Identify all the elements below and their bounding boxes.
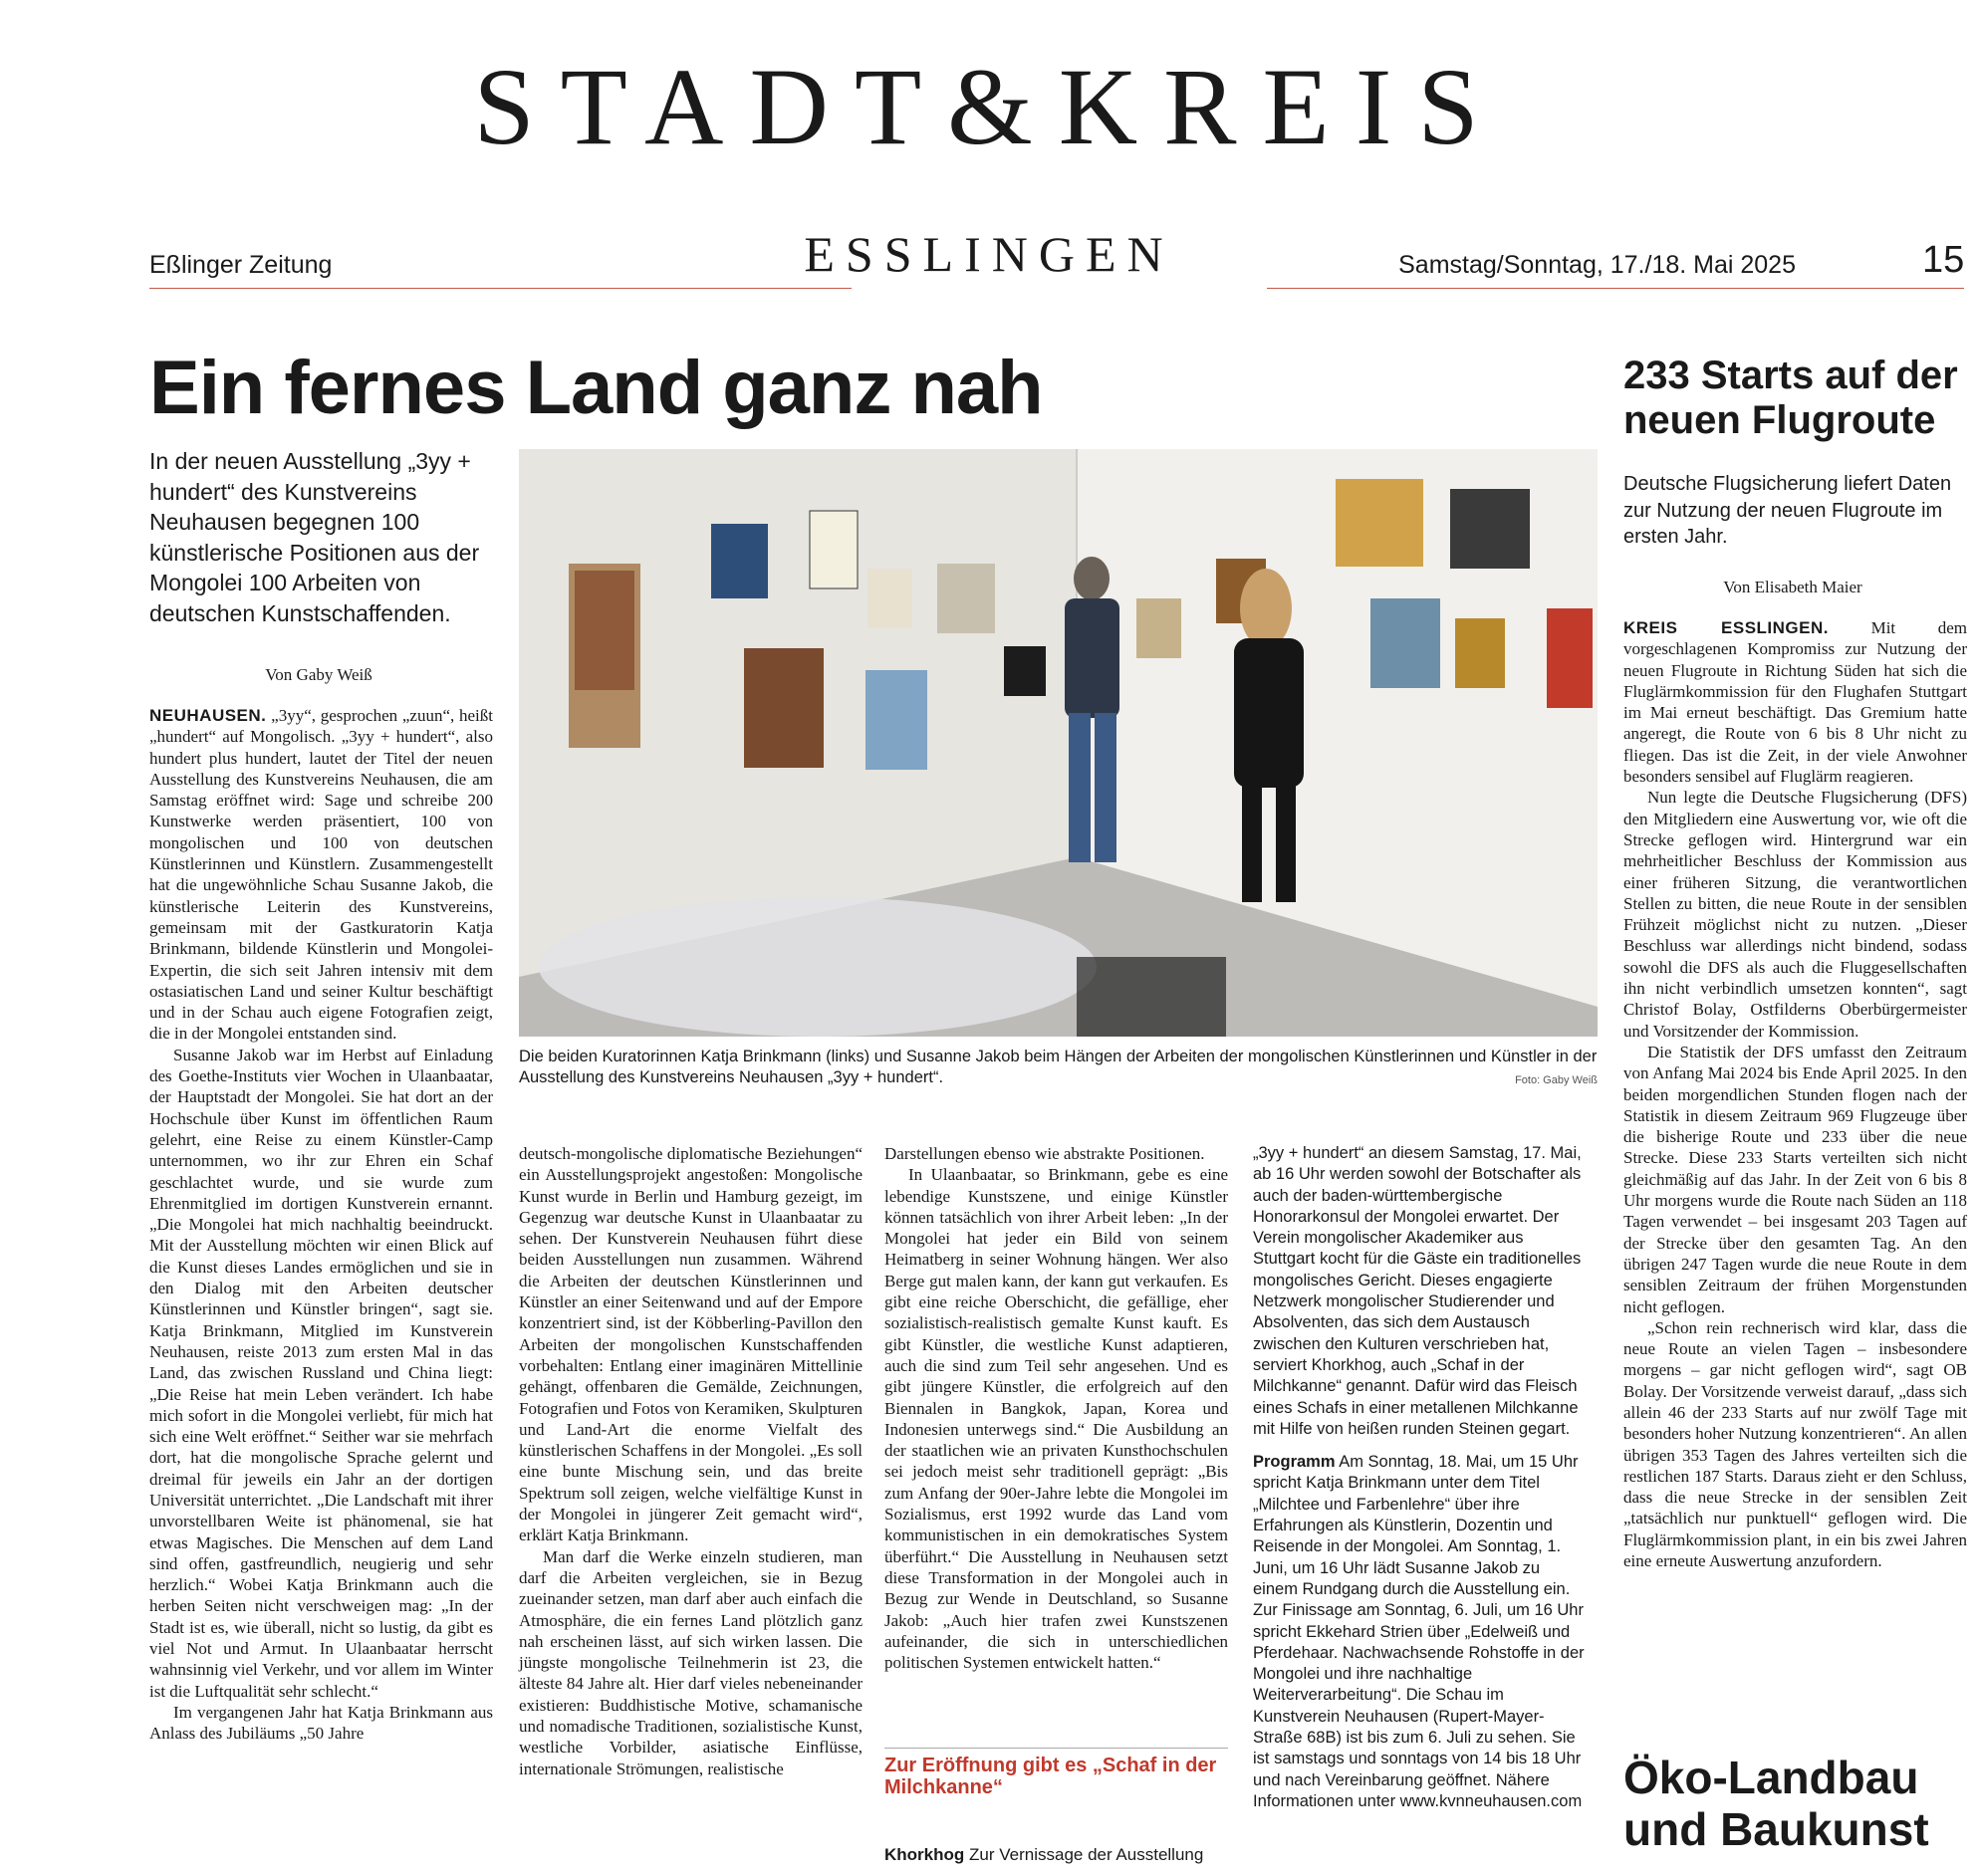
paragraph: „Schon rein rechnerisch wird klar, dass die neue Route an vielen Tagen – insbesondere morgens – gar nicht geflogen wird“, sagt OB Bolay. Der Vorsitzende verweist darauf, „dass sich allein 46 der 233 Starts auf nur zwölf Tage mit besonders hoher Nutzung konzentrieren“. An allen übrigen 353 Tagen des Jahres verteilten sich die restlichen 187 Starts. Daraus zieht er den Schluss, dass die neue Strecke in der sensiblen Zeit „tatsächlich nur punktuell“ geflogen wird. Die Fluglärmkommission plant, in ein bis zwei Jahren eine erneute Auswertung anzufordern.: [1623, 1317, 1967, 1571]
side-headline-2: Öko-Landbau und Baukunst: [1623, 1752, 1929, 1855]
paragraph: In Ulaanbaatar, so Brinkmann, gebe es eine lebendige Kunstszene, und einige Künstler können tatsächlich von ihrer Arbeit leben: „In der Mongolei hat jeder ein Bild von seinem Heimatberg in seiner Wohnung hängen. Wer also Berge gut malen kann, der kann gut verkaufen. Es gibt eine reiche Oberschicht, die gefällige, eher sozialistisch-realistisch gemalte Kunst kauft. Es gibt Künstler, die westliche Kunst adaptieren, auch die sind zum Teil sehr angesehen. Und es gibt jüngere Künstler, die erfolgreich auf den Biennalen in Bangkok, Japan, Korea und Indonesien unterwegs sind.“ Die Ausbildung an der staatlichen wie an privaten Kunsthochschulen sei jedoch meist sehr traditionell geprägt: „Bis zum Anfang der 90er-Jahre lebte die Mongolei im Sozialismus, erst 1992 wurde das Land vom kommunistischen in ein demokratisches System überführt.“ Die Ausstellung in Neuhausen setzt diese Transformation in der Mongolei auch in Bezug zur Wende in Deutschland, so Susanne Jakob: „Auch hier trafen zwei Kunstszenen aufeinander, die sich in unterschiedlichen politischen Systemen entwickelt hatten.“: [884, 1165, 1228, 1673]
paragraph: Die Statistik der DFS umfasst den Zeitraum von Anfang Mai 2024 bis Ende April 2025. In den beiden morgendlichen Stunden flogen nach der Statistik in diesem Zeitraum 969 Flugzeuge über die bisherige Route und 233 über die neue Strecke. Diese 233 Starts verteilten sich nicht gleichmäßig auf das Jahr. In der Zeit von 6 bis 8 Uhr morgens wurde die Route nach Süden an 118 Tagen verwendet – bei insgesamt 203 Tagen auf der Strecke über den gesamten Tag. An den übrigen 247 Tagen wurde die neue Route in dem sensiblen Zeitraum der frühen Morgenstunden nicht geflogen.: [1623, 1042, 1967, 1316]
side-dateline: KREIS ESSLINGEN.: [1623, 618, 1829, 637]
paragraph: Man darf die Werke einzeln studieren, man darf die Arbeiten vergleichen, sie in Bezug zueinander setzen, man darf aber auch einfach die Atmosphäre, die ein fernes Land plötzlich ganz nah erscheinen lässt, auf sich wirken lassen. Die jüngste mongolische Teilnehmerin ist 23, die älteste 84 Jahre alt. Hier darf vieles nebeneinander existieren: Buddhistische Motive, schamanische und nomadische Traditionen, sozialistische Kunst, westliche Vorbilder, asiatische Einflüsse, internationale Strömungen, realistische: [519, 1546, 863, 1778]
article-column-3: [884, 1143, 1228, 1673]
article-byline: Von Gaby Weiß: [265, 665, 372, 684]
side-byline: Von Elisabeth Maier: [1723, 578, 1862, 596]
article-column-1: [149, 705, 493, 1745]
paragraph-text: „3yy“, gesprochen „zuun“, heißt „hundert“ auf Mongolisch. „3yy + hundert“, also hundert plus hundert, lautet der Titel der neuen Ausstellung des Kunstvereins Neuhausen, die am Samstag eröffnet wird: Sage und schreibe 200 Kunstwerke werden präsentiert, 100 von mongolischen und 100 von deutschen Künstlerinnen und Künstlern. Zusammengestellt hat die ungewöhnliche Schau Susanne Jakob, die künstlerische Leiterin des Kunstvereins, gemeinsam mit der Gastkuratorin Katja Brinkmann, bildende Künstlerin und Mongolei-Expertin, die sich seit Jahren intensiv mit dem ostasiatischen Land und seiner Kultur beschäftigt und in der Schau auch eigene Fotografien zeigt, die in der Mongolei entstanden sind.: [149, 706, 494, 1044]
infobox-title: Zur Eröffnung gibt es „Schaf in der Milchkanne“: [884, 1755, 1217, 1798]
section-title: ESSLINGEN: [804, 226, 1174, 282]
paper-name: Eßlinger Zeitung: [149, 251, 333, 279]
paragraph: [1623, 617, 1967, 787]
paragraph: deutsch-mongolische diplomatische Beziehungen“ ein Ausstellungsprojekt angestoßen: Mongolische Kunst wurde in Berlin und Hamburg gezeigt, im Gegenzug war deutsche Kunst in Ulaanbaatar zu sehen. Der Kunstverein Neuhausen führt diese beiden Ausstellungen nun zusammen. Während die Arbeiten der deutschen Künstlerinnen und Künstler an einer Seitenwand und auf der Empore konzentriert sind, ist der Köbberling-Pavillon den Arbeiten der mongolischen Kunstschaffenden vorbehalten: Entlang einer imaginären Mittellinie gehängt, offenbaren die Gemälde, Zeichnungen, Fotografien und Fotos von Keramiken, Skulpturen und Land-Art die enorme Vielfalt des künstlerischen Schaffens in der Mongolei. „Es soll eine bunte Mischung sein, und das breite Spektrum soll zeigen, welche vielfältige Kunst in der Mongolei in jüngerer Zeit gemacht wird“, erklärt Katja Brinkmann.: [519, 1144, 863, 1545]
article-teaser: In der neuen Ausstellung „3yy + hundert“ des Kunstvereins Neuhausen begegnen 100 künstlerische Positionen aus der Mongolei 100 Arbeiten von deutschen Kunstschaffenden.: [149, 448, 480, 626]
side-headline: 233 Starts auf der neuen Flugroute: [1623, 353, 1958, 442]
issue-date: Samstag/Sonntag, 17./18. Mai 2025: [1398, 251, 1796, 279]
article-headline: Ein fernes Land ganz nah: [149, 346, 1043, 430]
paragraph: Susanne Jakob war im Herbst auf Einladung des Goethe-Instituts vier Wochen in Ulaanbaatar, der Hauptstadt der Mongolei. Sie hat dort an der Hochschule über Kunst im öffentlichen Raum gelehrt, eine Reise zu einem Künstler-Camp unternommen, wo ihr zur Ehren ein Schaf geschlachtet wurde, und sie wurde zum Ehrenmitglied im dortigen Kunstverein ernannt. „Die Mongolei hat mich nachhaltig beeindruckt. Mit der Ausstellung möchten wir einen Blick auf die Kunst dieses Landes ermöglichen und sie in den Dialog mit den Arbeiten deutscher Künstlerinnen und Künstler bringen“, sagt sie. Katja Brinkmann, Mitglied im Kunstverein Neuhausen, reiste 2013 zum ersten Mal in das Land, das zwischen Russland und China liegt: „Die Reise hat mein Leben verändert. Ich habe mich sofort in die Mongolei verliebt, für mich hat sich eine Welt eröffnet.“ Seither war sie mehrfach dort, hat die mongolische Sprache gelernt und dreimal für jeweils ein Jahr an der dortigen Universität unterrichtet. „Die Landschaft mit ihrer unvorstellbaren Weite ist phänomenal, sie hat etwas Magisches. Die Menschen auf dem Land sind offen, gastfreundlich, neugierig und sehr herzlich.“ Wobei Katja Brinkmann auch die herben Seiten nicht verschweigen mag: „In der Stadt ist es, wie überall, nicht so lustig, da gibt es viel Not und Armut. In Ulaanbaatar herrscht wahnsinnig viel Verkehr, und vor allem im Winter ist die Luftqualität sehr schlecht.“: [149, 1045, 493, 1701]
exhibition-photo-illustration: [519, 449, 1598, 1037]
paragraph: Nun legte die Deutsche Flugsicherung (DFS) den Mitgliedern eine Auswertung vor, wie oft die Strecke geflogen wird. Hintergrund war ein mehrheitlicher Beschluss der Kommission aus einer früheren Sitzung, die verantwortlichen Stellen zu bitten, die neue Route in der sensiblen Frühzeit möglichst nicht zu nutzen. „Dieser Beschluss war allerdings nicht bindend, sodass sowohl die DFS als auch die Fluggesellschaften ihn nicht verbindlich umsetzen konnten“, sagt Christof Bolay, Ostfilderns Oberbürgermeister und Vorsitzender der Kommission.: [1623, 788, 1967, 1041]
exhibition-photo: [519, 449, 1598, 1037]
paragraph: „3yy + hundert“ an diesem Samstag, 17. Mai, ab 16 Uhr werden sowohl der Botschafter als auch der baden-württembergische Honorarkonsul der Mongolei erwartet. Der Verein mongolischer Akademiker aus Stuttgart kocht für die Gäste ein traditionelles mongolisches Gericht. Dieses engagierte Netzwerk mongolischer Studierender und Absolventen, das sich dem Austausch zwischen den Kulturen verschrieben hat, serviert Khorkhog, auch „Schaf in der Milchkanne“ genannt. Dafür wird das Fleisch eines Schafs in einer metallenen Milchkanne mit Hilfe von heißen runden Steinen gegart.: [1253, 1144, 1582, 1438]
side-teaser: Deutsche Flugsicherung liefert Daten zur Nutzung der neuen Flugroute im ersten Jahr.: [1623, 473, 1952, 549]
paragraph-text: Am Sonntag, 18. Mai, um 15 Uhr spricht Katja Brinkmann unter dem Titel „Milchtee und Farbenlehre“ über ihre Erfahrungen als Künstlerin, Dozentin und Reisende in der Mongolei. Am Sonntag, 1. Juni, um 16 Uhr lädt Susanne Jakob zu einem Rundgang durch die Ausstellung ein. Zur Finissage am Sonntag, 6. Juli, um 16 Uhr spricht Ekkehard Strien über „Edelweiß und Pferdehaar. Nachwachsende Rohstoffe in der Mongolei und ihre nachhaltige Weiterverarbeitung“. Die Schau im Kunstverein Neuhausen (Rupert-Mayer-Straße 68B) ist bis zum 6. Juli zu sehen. Sie ist samstags und sonntags von 14 bis 18 Uhr und nach Vereinbarung geöffnet. Nähere Informationen unter www.kvnneuhausen.com: [1253, 1453, 1585, 1810]
infobox-body: Zur Vernissage der Ausstellung: [969, 1845, 1204, 1864]
header-rule-left: [149, 288, 852, 289]
header-rule-right: [1267, 288, 1964, 289]
photo-caption: [519, 1047, 1598, 1091]
paragraph: Darstellungen ebenso wie abstrakte Positionen.: [884, 1144, 1205, 1163]
infobox-lead: Khorkhog: [884, 1845, 965, 1864]
paragraph-text: Mit dem vorgeschlagenen Kompromiss zur Nutzung der neuen Flugroute in Richtung Süden hat sich die Fluglärmkommission für den Flughafen Stuttgart im Mai erneut beschäftigt. Das Gremium hatte angeregt, die Route von 6 bis 8 Uhr nicht zu fliegen. Das ist die Zeit, in der viele Anwohner besonders sensibel auf Fluglärm reagieren.: [1623, 618, 1967, 787]
masthead: STADT&KREIS: [473, 46, 1505, 167]
article-dateline: NEUHAUSEN.: [149, 706, 267, 725]
article-column-4: [1253, 1143, 1587, 1812]
paragraph: [149, 705, 493, 1045]
photo-credit: Foto: Gaby Weiß: [1515, 1074, 1598, 1086]
article-column-2: [519, 1143, 863, 1779]
infobox-text: [884, 1845, 1228, 1865]
paragraph: [1253, 1452, 1587, 1812]
side-column: [1623, 617, 1967, 1571]
program-lead: Programm: [1253, 1453, 1336, 1472]
caption-text: Die beiden Kuratorinnen Katja Brinkmann (links) und Susanne Jakob beim Hängen der Arbeiten der mongolischen Künstlerinnen und Künstler in der Ausstellung des Kunstvereins Neuhausen „3yy + hundert“.: [519, 1048, 1598, 1086]
paragraph: Im vergangenen Jahr hat Katja Brinkmann aus Anlass des Jubiläums „50 Jahre: [149, 1702, 493, 1744]
page-number: 15: [1922, 239, 1965, 281]
infobox-rule: [884, 1748, 1228, 1749]
